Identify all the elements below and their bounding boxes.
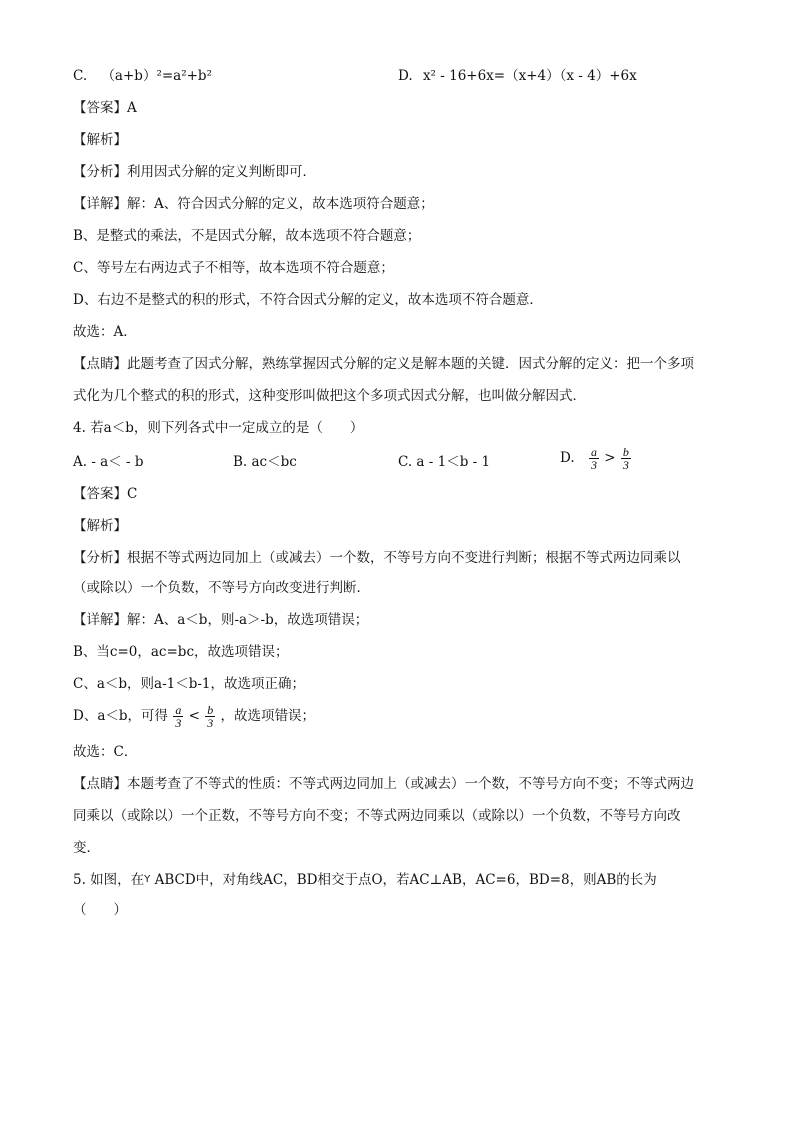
- q3-option-c-label: C.: [73, 68, 88, 84]
- q3-conclusion: 故选：A．: [73, 324, 137, 340]
- q4-option-a: A. - a＜ - b: [73, 454, 144, 470]
- q5-answer-blank: （ ）: [73, 902, 127, 918]
- q3-option-d-label: D.: [398, 68, 413, 84]
- q4-option-d-den-a: 3: [590, 458, 597, 472]
- q3-line-d: D、右边不是整式的积的形式，不符合因式分解的定义，故本选项不符合题意．: [73, 292, 543, 308]
- q5-question: [73, 870, 657, 890]
- q4-line-c: C、a＜b，则a-1＜b-1，故选项正确；: [73, 676, 306, 692]
- q4-option-d-operator: >: [604, 450, 616, 466]
- q4-option-d-fraction-a: [589, 446, 599, 471]
- q3-line-c: C、等号左右两边式子不相等，故本选项不符合题意；: [73, 260, 394, 276]
- q4-option-d-num-b: b: [622, 445, 629, 459]
- q4-line-d-fraction-b: [205, 704, 215, 729]
- q5-question-post: ABCD中，对角线AC，BD相交于点O，若AC⊥AB，AC=6，BD=8，则AB的长为: [150, 872, 657, 888]
- q4-conclusion: 故选：C．: [73, 744, 138, 760]
- q4-option-d-label: D.: [560, 450, 575, 466]
- q4-fenxi-line2: （或除以）一个负数，不等号方向改变进行判断．: [73, 580, 370, 596]
- q3-option-d-expr: x² - 16+6x=（x+4）（x - 4）+6x: [422, 68, 637, 84]
- q4-dianjing-line1: 【点睛】本题考查了不等式的性质：不等式两边同加上（或减去）一个数，不等号方向不变；不等式两边: [73, 776, 694, 792]
- parallelogram-icon: Y: [144, 874, 151, 885]
- q3-analysis-heading: 【解析】: [73, 132, 127, 148]
- q4-line-d-den-b: 3: [207, 716, 214, 730]
- q4-option-b: B. ac＜bc: [233, 454, 297, 470]
- q3-answer: 【答案】A: [73, 100, 137, 116]
- q3-line-b: B、是整式的乘法，不是因式分解，故本选项不符合题意；: [73, 228, 421, 244]
- q4-option-d-fraction-b: [621, 446, 631, 471]
- q4-line-d-operator: <: [188, 708, 200, 724]
- q4-option-d: [560, 440, 632, 476]
- q4-line-d-den-a: 3: [175, 716, 182, 730]
- q4-line-b: B、当c=0，ac=bc，故选项错误；: [73, 644, 289, 660]
- q4-dianjing-line3: 变．: [73, 840, 100, 856]
- q3-dianjing-line2: 式化为几个整式的积的形式，这种变形叫做把这个多项式因式分解，也叫做分解因式．: [73, 388, 586, 404]
- q4-line-d-pre: D、a＜b，可得: [73, 708, 169, 724]
- q3-xiangjie: 【详解】解：A、符合因式分解的定义，故本选项符合题意；: [73, 196, 434, 212]
- q4-answer: 【答案】C: [73, 486, 138, 502]
- q4-analysis-heading: 【解析】: [73, 518, 127, 534]
- q3-dianjing-line1: 【点睛】此题考查了因式分解，熟练掌握因式分解的定义是解本题的关键．因式分解的定义：把一个多项: [73, 356, 694, 372]
- q3-option-c: [73, 66, 212, 86]
- q4-option-c: C. a - 1＜b - 1: [398, 454, 491, 470]
- q3-option-c-expr: （a+b）²=a²+b²: [101, 68, 212, 84]
- q4-option-d-den-b: 3: [622, 458, 629, 472]
- q3-fenxi: 【分析】利用因式分解的定义判断即可．: [73, 164, 316, 180]
- q4-line-d: [73, 698, 315, 734]
- q4-line-d-num-a: a: [175, 703, 182, 717]
- q4-line-d-post: ，故选项错误；: [220, 708, 316, 724]
- q5-question-pre: 5. 如图，在: [73, 872, 145, 888]
- q4-line-d-fraction-a: [173, 704, 183, 729]
- q4-fenxi-line1: 【分析】根据不等式两边同加上（或减去）一个数，不等号方向不变进行判断；根据不等式两边同乘以: [73, 550, 681, 566]
- q4-dianjing-line2: 同乘以（或除以）一个正数，不等号方向不变；不等式两边同乘以（或除以）一个负数，不等号方向改: [73, 808, 681, 824]
- q4-line-d-num-b: b: [207, 703, 214, 717]
- q3-option-d: [398, 66, 637, 86]
- q4-option-d-num-a: a: [590, 445, 597, 459]
- q4-xiangjie: 【详解】解：A、a＜b，则-a＞-b，故选项错误；: [73, 612, 369, 628]
- q4-question: 4. 若a＜b，则下列各式中一定成立的是（ ）: [73, 420, 364, 436]
